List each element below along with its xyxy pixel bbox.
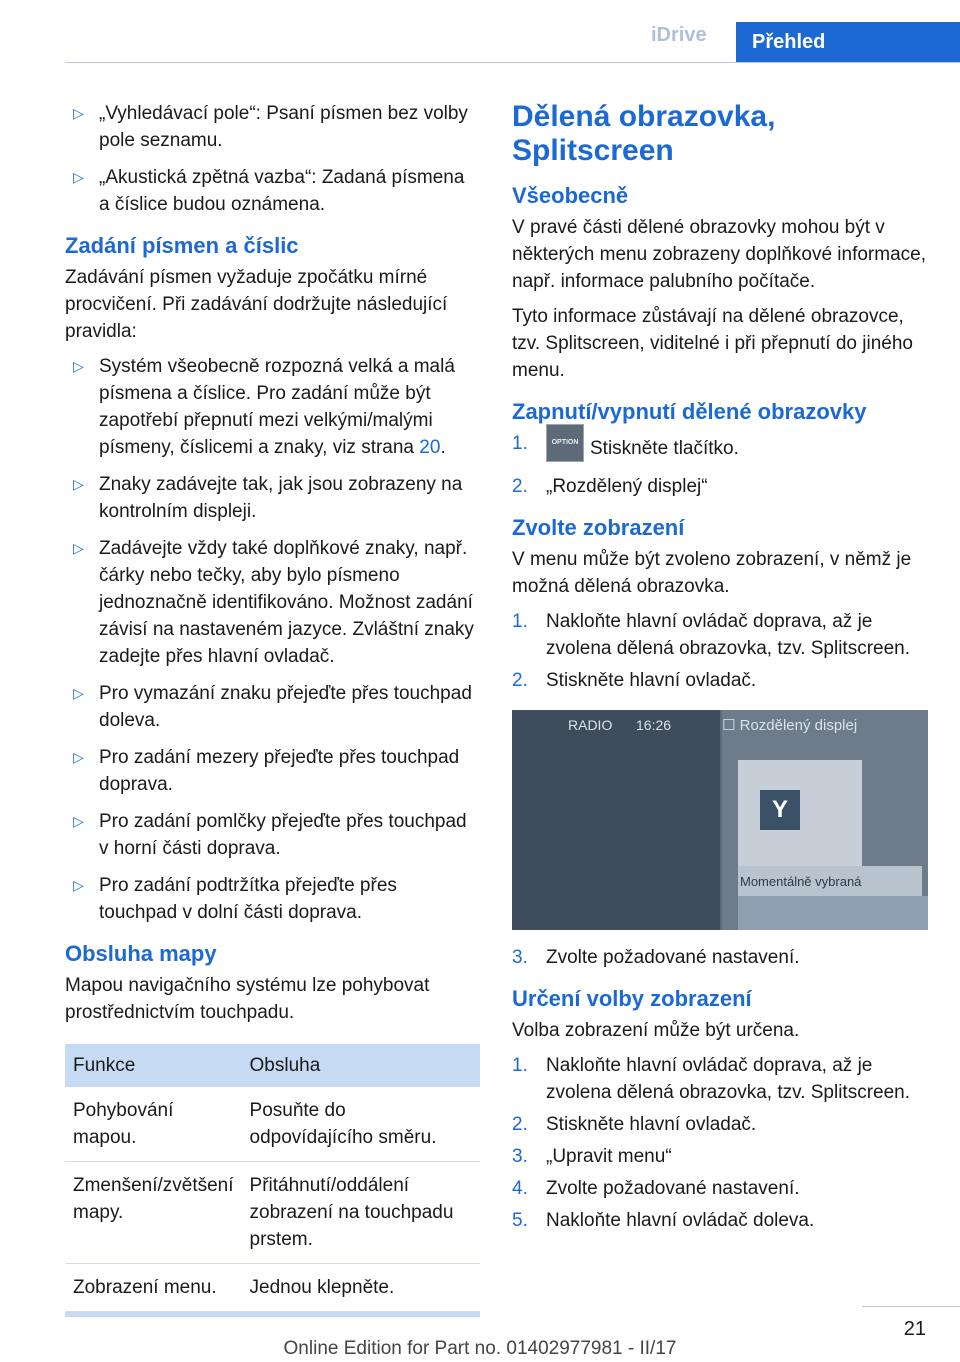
page-number-rule: [862, 1306, 960, 1307]
triangle-bullet-icon: ▷: [73, 749, 84, 765]
table-header: Funkce: [65, 1044, 242, 1087]
list-item: ▷ Systém všeobecně rozpozná velká a malá písmena a číslice. Pro zadání může být zapotřebí přepnutí mezi velkými/malými písmeny, číslicemi a znaky, viz strana 20.: [65, 353, 480, 461]
table-row: [65, 1264, 480, 1312]
table-cell: Jednou klepněte.: [242, 1264, 480, 1312]
list-item: ▷ Zadávejte vždy také doplňkové znaky, např. čárky nebo tečky, aby bylo písmeno jednoznačně identifikováno. Možnost zadání závisí na nastaveném jazyce. Zvláštní znaky zadejte přes hlavní ovladač.: [65, 535, 480, 670]
triangle-bullet-icon: ▷: [73, 685, 84, 701]
onoff-steps: [512, 430, 930, 500]
screen-caption: Momentálně vybraná: [738, 866, 922, 897]
list-item: 2. Stiskněte hlavní ovladač.: [512, 1114, 757, 1135]
section-intro: Zadávání písmen vyžaduje zpočátku mírné procvičení. Při zadávání dodržujte následující pravidla:: [65, 267, 448, 342]
splitscreen-screenshot: [512, 710, 928, 930]
screen-left-pane: [512, 710, 720, 930]
section-title-choose: Zvolte zobrazení: [512, 515, 685, 540]
table-cell: Posuňte do odpovídajícího směru.: [242, 1087, 480, 1162]
list-item: 1. OPTION Stiskněte tlačítko.: [512, 430, 930, 468]
list-item: 2. Stiskněte hlavní ovladač.: [512, 670, 757, 691]
list-item: 3. Zvolte požadované nastavení.: [512, 947, 800, 968]
list-item: ▷ Pro vymazání znaku přejeďte přes touchpad doleva.: [65, 680, 480, 734]
triangle-bullet-icon: ▷: [73, 877, 84, 893]
table-row: [65, 1162, 480, 1264]
screen-time: 16:26: [636, 717, 672, 733]
list-item: 3. „Upravit menu“: [512, 1146, 672, 1167]
table-cell: Přitáhnutí/oddálení zobrazení na touchpadu prstem.: [242, 1162, 480, 1264]
screen-radio-label: RADIO: [568, 717, 613, 733]
tab-idrive[interactable]: iDrive: [651, 24, 707, 46]
list-item: ▷ „Vyhledávací pole“: Psaní písmen bez volby pole seznamu.: [65, 100, 480, 154]
triangle-bullet-icon: ▷: [73, 169, 84, 185]
triangle-bullet-icon: ▷: [73, 540, 84, 556]
screen-map-preview: [738, 760, 862, 868]
list-item: 2. „Rozdělený displej“: [512, 476, 708, 497]
define-steps: [512, 1052, 930, 1234]
triangle-bullet-icon: ▷: [73, 105, 84, 121]
screen-split-label: ☐ Rozdělený displej: [722, 717, 858, 734]
table-cell: Zobrazení menu.: [65, 1264, 242, 1312]
section-title-onoff: Zapnutí/vypnutí dělené obrazovky: [512, 399, 867, 424]
paragraph: Tyto informace zůstávají na dělené obrazovce, tzv. Splitscreen, viditelné i při přepnutí do jiného menu.: [512, 306, 913, 381]
screen-bottom-map: [738, 896, 928, 930]
list-item: 1. Nakloňte hlavní ovládač doprava, až je zvolena dělená obrazovka, tzv. Splitscreen.: [512, 611, 911, 659]
right-column: [512, 100, 930, 1239]
section-intro: Mapou navigačního systému lze pohybovat prostřednictvím touchpadu.: [65, 975, 430, 1023]
header-rule: [65, 62, 960, 63]
list-item: 4. Zvolte požadované nastavení.: [512, 1178, 800, 1199]
top-bullet-list: [65, 100, 480, 218]
triangle-bullet-icon: ▷: [73, 358, 84, 374]
list-item: ▷ „Akustická zpětná vazba“: Zadaná písmena a číslice budou oznámena.: [65, 164, 480, 218]
table-header-row: [65, 1044, 480, 1087]
table-cell: Zmenšení/zvětšení mapy.: [65, 1162, 242, 1264]
choose-steps-cont: [512, 944, 930, 971]
table-header: Obsluha: [242, 1044, 480, 1087]
footer-edition: Online Edition for Part no. 01402977981 - II/17: [283, 1338, 677, 1359]
option-button-icon: OPTION: [546, 424, 584, 462]
left-column: [65, 100, 480, 1317]
table-row: [65, 1087, 480, 1162]
rules-list: [65, 353, 480, 926]
section-title-letters: Zadání písmen a číslic: [65, 233, 299, 258]
page-number: 21: [903, 1318, 926, 1340]
table-cell: Pohybování mapou.: [65, 1087, 242, 1162]
list-item: ▷ Znaky zadávejte tak, jak jsou zobrazeny na kontrolním displeji.: [65, 471, 480, 525]
table-end-bar: [65, 1312, 480, 1317]
section-title-define: Určení volby zobrazení: [512, 986, 752, 1011]
list-item: 5. Nakloňte hlavní ovládač doleva.: [512, 1210, 815, 1231]
list-item: ▷ Pro zadání mezery přejeďte přes touchpad doprava.: [65, 744, 480, 798]
paragraph: V menu může být zvoleno zobrazení, v němž je možná dělená obrazovka.: [512, 549, 912, 597]
triangle-bullet-icon: ▷: [73, 476, 84, 492]
page-title: Dělená obrazovka, Splitscreen: [512, 100, 776, 167]
list-item: ▷ Pro zadání podtržítka přejeďte přes touchpad v dolní části doprava.: [65, 872, 480, 926]
tab-prehled[interactable]: Přehled: [736, 22, 960, 62]
list-item: 1. Nakloňte hlavní ovládač doprava, až je zvolena dělená obrazovka, tzv. Splitscreen.: [512, 1055, 911, 1103]
map-operation-table: [65, 1044, 480, 1312]
paragraph: Volba zobrazení může být určena.: [512, 1020, 800, 1041]
page-link[interactable]: 20: [419, 437, 441, 458]
section-title-map: Obsluha mapy: [65, 941, 217, 966]
section-title-general: Všeobecně: [512, 183, 629, 208]
direction-arrow-icon: Y: [760, 790, 800, 830]
paragraph: V pravé části dělené obrazovky mohou být v některých menu zobrazeny doplňkové informace, např. informace palubního počítače.: [512, 217, 927, 292]
list-item: ▷ Pro zadání pomlčky přejeďte přes touchpad v horní části doprava.: [65, 808, 480, 862]
triangle-bullet-icon: ▷: [73, 813, 84, 829]
choose-steps: [512, 608, 930, 694]
